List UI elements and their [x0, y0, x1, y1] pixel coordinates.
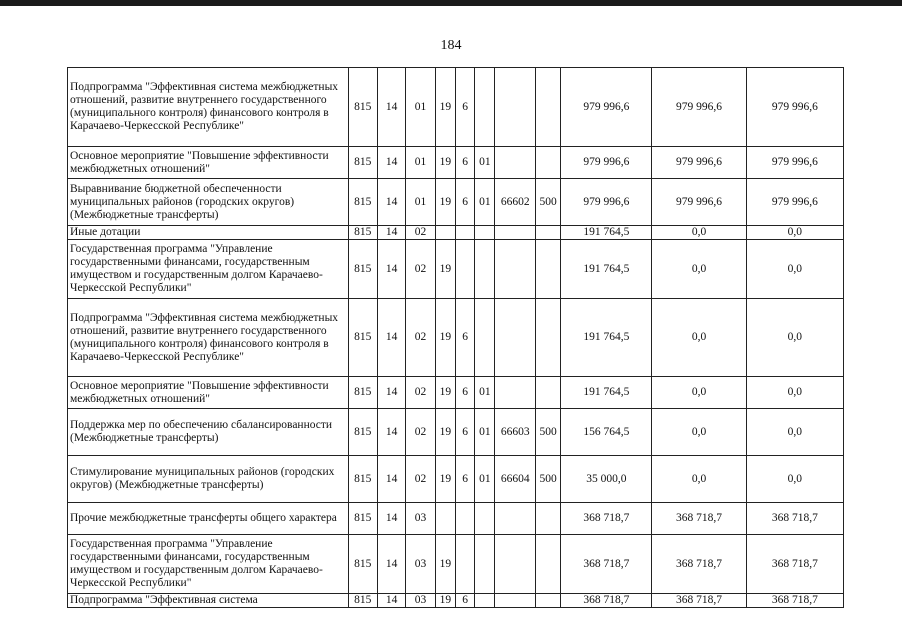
subprogram-code: 6: [455, 68, 474, 147]
subsection-code: 03: [406, 594, 435, 608]
program-code: 19: [435, 147, 455, 179]
section-code: 14: [377, 240, 405, 299]
program-code: 19: [435, 299, 455, 377]
direction-code: [495, 240, 536, 299]
subsection-code: 03: [406, 503, 435, 535]
amount-year-2: 0,0: [652, 299, 746, 377]
amount-year-3: 368 718,7: [746, 503, 843, 535]
amount-year-3: 0,0: [746, 456, 843, 503]
table-row: [68, 503, 844, 535]
table-row: [68, 68, 844, 147]
table-row: [68, 594, 844, 608]
subprogram-code: 6: [455, 299, 474, 377]
section-code: 14: [377, 456, 405, 503]
expense-type-code: [535, 240, 560, 299]
subsection-code: 02: [406, 240, 435, 299]
event-code: [475, 68, 495, 147]
section-code: 14: [377, 147, 405, 179]
amount-year-1: 979 996,6: [561, 68, 652, 147]
section-code: 14: [377, 503, 405, 535]
amount-year-2: 0,0: [652, 377, 746, 409]
amount-year-2: 0,0: [652, 226, 746, 240]
program-code: 19: [435, 240, 455, 299]
subsection-code: 02: [406, 456, 435, 503]
direction-code: [495, 68, 536, 147]
program-code: 19: [435, 68, 455, 147]
amount-year-2: 0,0: [652, 456, 746, 503]
section-code: 14: [377, 226, 405, 240]
amount-year-1: 156 764,5: [561, 409, 652, 456]
subprogram-code: 6: [455, 147, 474, 179]
subsection-code: 02: [406, 226, 435, 240]
direction-code: [495, 147, 536, 179]
ministry-code: 815: [348, 179, 377, 226]
amount-year-3: 0,0: [746, 240, 843, 299]
subsection-code: 01: [406, 68, 435, 147]
subsection-code: 01: [406, 147, 435, 179]
direction-code: [495, 535, 536, 594]
ministry-code: 815: [348, 409, 377, 456]
ministry-code: 815: [348, 503, 377, 535]
event-code: 01: [475, 377, 495, 409]
program-code: 19: [435, 594, 455, 608]
direction-code: [495, 594, 536, 608]
amount-year-3: 0,0: [746, 226, 843, 240]
amount-year-2: 368 718,7: [652, 535, 746, 594]
expense-type-code: 500: [535, 456, 560, 503]
row-title: Поддержка мер по обеспечению сбалансированности (Межбюджетные трансферты): [68, 409, 349, 456]
amount-year-1: 191 764,5: [561, 240, 652, 299]
direction-code: 66604: [495, 456, 536, 503]
section-code: 14: [377, 179, 405, 226]
expense-type-code: [535, 503, 560, 535]
expense-type-code: [535, 535, 560, 594]
row-title: Подпрограмма "Эффективная система межбюджетных отношений, развитие внутреннего государственного (муниципального контроля) финансового контроля в Карачаево-Черкесской Республике": [68, 299, 349, 377]
amount-year-1: 35 000,0: [561, 456, 652, 503]
program-code: [435, 226, 455, 240]
event-code: [475, 594, 495, 608]
expense-type-code: 500: [535, 409, 560, 456]
event-code: [475, 240, 495, 299]
expense-type-code: [535, 226, 560, 240]
subsection-code: 03: [406, 535, 435, 594]
row-title: Государственная программа "Управление государственными финансами, государственным имуществом и государственным долгом Карачаево-Черкесской Республики": [68, 535, 349, 594]
amount-year-3: 979 996,6: [746, 147, 843, 179]
row-title: Иные дотации: [68, 226, 349, 240]
table-row: [68, 147, 844, 179]
row-title: Основное мероприятие "Повышение эффективности межбюджетных отношений": [68, 377, 349, 409]
row-title: Государственная программа "Управление государственными финансами, государственным имуществом и государственным долгом Карачаево-Черкесской Республики": [68, 240, 349, 299]
subprogram-code: 6: [455, 409, 474, 456]
ministry-code: 815: [348, 68, 377, 147]
table-row: [68, 535, 844, 594]
ministry-code: 815: [348, 226, 377, 240]
direction-code: [495, 299, 536, 377]
amount-year-3: 979 996,6: [746, 68, 843, 147]
subsection-code: 02: [406, 377, 435, 409]
direction-code: 66602: [495, 179, 536, 226]
page-top-border: [0, 0, 902, 6]
amount-year-1: 979 996,6: [561, 179, 652, 226]
event-code: [475, 503, 495, 535]
ministry-code: 815: [348, 147, 377, 179]
table-row: [68, 299, 844, 377]
event-code: [475, 226, 495, 240]
amount-year-2: 0,0: [652, 240, 746, 299]
section-code: 14: [377, 535, 405, 594]
program-code: 19: [435, 377, 455, 409]
page-number: 184: [440, 38, 462, 53]
subprogram-code: 6: [455, 179, 474, 226]
amount-year-1: 368 718,7: [561, 535, 652, 594]
subprogram-code: [455, 535, 474, 594]
row-title: Выравнивание бюджетной обеспеченности муниципальных районов (городских округов) (Межбюджетные трансферты): [68, 179, 349, 226]
expense-type-code: [535, 377, 560, 409]
expense-type-code: [535, 68, 560, 147]
subsection-code: 01: [406, 179, 435, 226]
amount-year-3: 368 718,7: [746, 535, 843, 594]
program-code: 19: [435, 409, 455, 456]
ministry-code: 815: [348, 594, 377, 608]
amount-year-1: 979 996,6: [561, 147, 652, 179]
amount-year-2: 368 718,7: [652, 594, 746, 608]
row-title: Подпрограмма "Эффективная система межбюджетных отношений, развитие внутреннего государственного (муниципального контроля) финансового контроля в Карачаево-Черкесской Республике": [68, 68, 349, 147]
subsection-code: 02: [406, 299, 435, 377]
program-code: 19: [435, 535, 455, 594]
expense-type-code: [535, 299, 560, 377]
section-code: 14: [377, 68, 405, 147]
program-code: 19: [435, 456, 455, 503]
subprogram-code: [455, 226, 474, 240]
amount-year-2: 368 718,7: [652, 503, 746, 535]
subprogram-code: [455, 503, 474, 535]
direction-code: [495, 503, 536, 535]
program-code: 19: [435, 179, 455, 226]
row-title: Основное мероприятие "Повышение эффективности межбюджетных отношений": [68, 147, 349, 179]
amount-year-3: 368 718,7: [746, 594, 843, 608]
row-title: Стимулирование муниципальных районов (городских округов) (Межбюджетные трансферты): [68, 456, 349, 503]
row-title: Прочие межбюджетные трансферты общего характера: [68, 503, 349, 535]
amount-year-1: 368 718,7: [561, 594, 652, 608]
subsection-code: 02: [406, 409, 435, 456]
event-code: [475, 535, 495, 594]
subprogram-code: 6: [455, 594, 474, 608]
expense-type-code: [535, 594, 560, 608]
table-row: [68, 240, 844, 299]
section-code: 14: [377, 299, 405, 377]
program-code: [435, 503, 455, 535]
amount-year-2: 979 996,6: [652, 68, 746, 147]
table-row: [68, 226, 844, 240]
ministry-code: 815: [348, 377, 377, 409]
subprogram-code: 6: [455, 456, 474, 503]
event-code: 01: [475, 179, 495, 226]
direction-code: 66603: [495, 409, 536, 456]
table-row: [68, 377, 844, 409]
table-row: [68, 456, 844, 503]
expense-type-code: [535, 147, 560, 179]
event-code: [475, 299, 495, 377]
direction-code: [495, 226, 536, 240]
amount-year-1: 368 718,7: [561, 503, 652, 535]
row-title: Подпрограмма "Эффективная система: [68, 594, 349, 608]
section-code: 14: [377, 594, 405, 608]
expense-type-code: 500: [535, 179, 560, 226]
subprogram-code: 6: [455, 377, 474, 409]
amount-year-3: 0,0: [746, 377, 843, 409]
event-code: 01: [475, 147, 495, 179]
budget-table: [67, 67, 844, 608]
amount-year-1: 191 764,5: [561, 226, 652, 240]
ministry-code: 815: [348, 240, 377, 299]
amount-year-3: 979 996,6: [746, 179, 843, 226]
table-row: [68, 409, 844, 456]
amount-year-3: 0,0: [746, 299, 843, 377]
ministry-code: 815: [348, 456, 377, 503]
section-code: 14: [377, 409, 405, 456]
amount-year-2: 979 996,6: [652, 179, 746, 226]
amount-year-2: 979 996,6: [652, 147, 746, 179]
section-code: 14: [377, 377, 405, 409]
subprogram-code: [455, 240, 474, 299]
ministry-code: 815: [348, 535, 377, 594]
event-code: 01: [475, 456, 495, 503]
amount-year-2: 0,0: [652, 409, 746, 456]
ministry-code: 815: [348, 299, 377, 377]
table-row: [68, 179, 844, 226]
amount-year-1: 191 764,5: [561, 377, 652, 409]
direction-code: [495, 377, 536, 409]
amount-year-3: 0,0: [746, 409, 843, 456]
event-code: 01: [475, 409, 495, 456]
amount-year-1: 191 764,5: [561, 299, 652, 377]
